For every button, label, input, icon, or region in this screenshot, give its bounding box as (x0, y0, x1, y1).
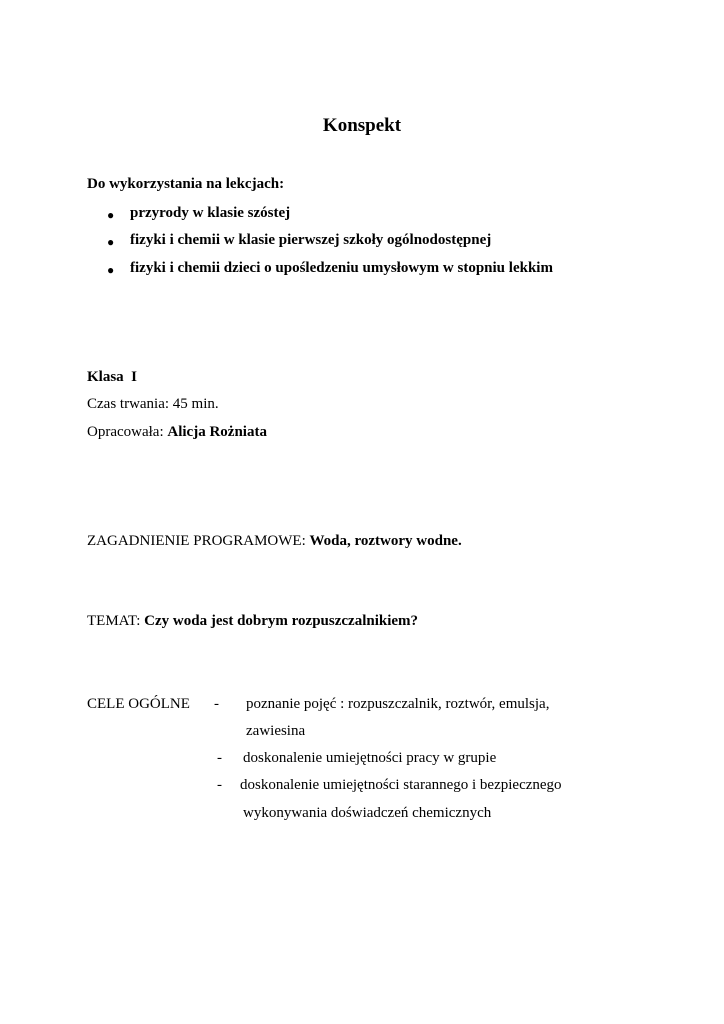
program-label: ZAGADNIENIE PROGRAMOWE: (87, 533, 310, 549)
usage-item: przyrody w klasie szóstej (130, 205, 291, 221)
goal-dash: - (217, 777, 222, 793)
document-title: Konspekt (322, 115, 402, 136)
goal-item-continued: zawiesina (246, 723, 306, 739)
program-value: Woda, roztwory wodne. (309, 533, 462, 549)
class-label: Klasa I (87, 369, 138, 385)
duration-text: Czas trwania: 45 min. (87, 396, 219, 412)
usage-item: fizyki i chemii w klasie pierwszej szkoły ogólnodostępnej (130, 232, 492, 248)
goal-item-continued: wykonywania doświadczeń chemicznych (243, 805, 492, 821)
usage-heading: Do wykorzystania na lekcjach: (87, 176, 285, 192)
goal-item: doskonalenie umiejętności starannego i bezpiecznego (240, 777, 562, 793)
bullet-icon: ● (107, 263, 115, 277)
topic-value: Czy woda jest dobrym rozpuszczalnikiem? (144, 613, 419, 629)
goals-label: CELE OGÓLNE (87, 696, 190, 712)
topic-label: TEMAT: (87, 613, 145, 629)
goal-item: poznanie pojęć : rozpuszczalnik, roztwór, emulsja, (246, 696, 550, 712)
author-name: Alicja Rożniata (167, 424, 267, 440)
program-line (87, 533, 462, 550)
usage-item: fizyki i chemii dzieci o upośledzeniu umysłowym w stopniu lekkim (130, 260, 553, 276)
author-label: Opracowała: (87, 424, 168, 440)
topic-line (87, 613, 418, 630)
goal-item: doskonalenie umiejętności pracy w grupie (243, 750, 497, 766)
author-line (87, 424, 267, 441)
bullet-icon: ● (107, 208, 115, 222)
goal-dash: - (214, 696, 219, 712)
goal-dash: - (217, 750, 222, 766)
bullet-icon: ● (107, 235, 115, 249)
